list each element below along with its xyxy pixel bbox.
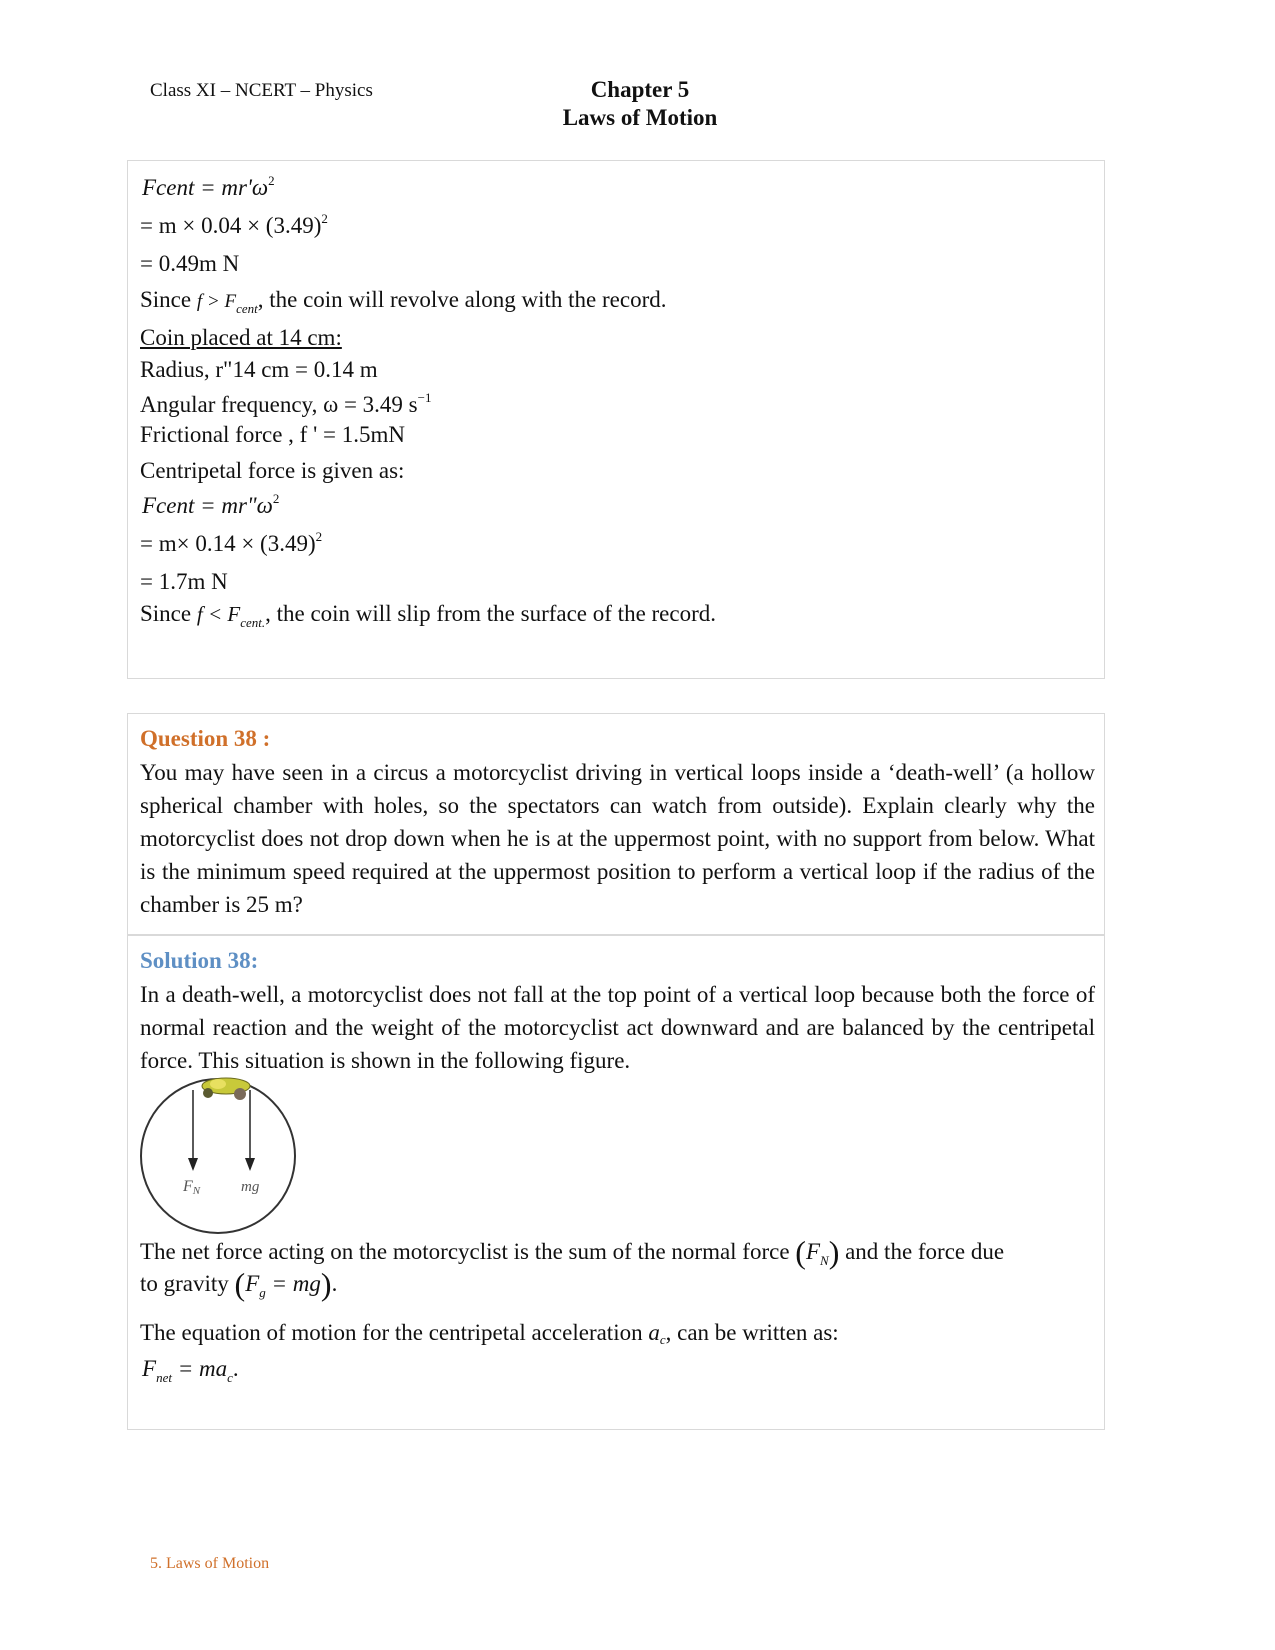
fg-equals: = mg: [271, 1271, 321, 1296]
fn-label: FN: [183, 1178, 201, 1197]
inequality-subscript: cent.: [240, 615, 266, 630]
header-chapter: [500, 76, 780, 132]
eq-exponent: 2: [321, 211, 328, 226]
equation-of-motion-line: [140, 1320, 839, 1348]
chapter-title: Laws of Motion: [562, 105, 718, 130]
solution-intro: In a death-well, a motorcyclist does not fall at the top point of a vertical loop because both the force of normal reaction and the weight of the motorcyclist act downward and are balanced by the centripetal force. This situation is shown in the following figure.: [140, 982, 1095, 1073]
gravity-text: to gravity: [140, 1271, 229, 1296]
death-well-figure: [138, 1076, 308, 1241]
eq-rhs: = mr'ω: [200, 175, 269, 200]
net-force-text: The net force acting on the motorcyclist is the sum of the normal force: [140, 1239, 790, 1264]
solution-box: [127, 935, 1105, 1430]
angfreq-exponent: −1: [417, 390, 432, 405]
page-footer: 5. Laws of Motion: [150, 1555, 270, 1572]
mg-label: mg: [241, 1179, 260, 1195]
equation-fcent-1: [142, 173, 275, 201]
eq-rhs: = mr"ω: [200, 493, 273, 518]
equation-result-2: = 1.7m N: [140, 569, 228, 594]
since-word: Since: [140, 287, 192, 312]
since-statement-1: [140, 287, 667, 317]
inequality: f > F: [196, 291, 237, 312]
death-well-diagram: [138, 1076, 308, 1236]
angular-frequency-line: [140, 390, 431, 418]
radius-line: Radius, r"14 cm = 0.14 m: [140, 357, 378, 382]
fnet-symbol: F: [142, 1356, 157, 1381]
frictional-force-line: Frictional force , f ' = 1.5mN: [140, 422, 405, 447]
inequality-subscript: cent: [236, 301, 258, 316]
eqm-tail: , can be written as:: [665, 1320, 839, 1345]
inequality: f < F: [196, 602, 241, 626]
solution-title: Solution 38:: [140, 948, 259, 973]
since-statement-2: [140, 601, 716, 631]
since-conclusion: , the coin will slip from the surface of the record.: [265, 601, 717, 626]
eq-lhs: Fcent: [142, 493, 195, 518]
fnet-subscript: net: [156, 1370, 172, 1385]
question-text: You may have seen in a circus a motorcyclist driving in vertical loops inside a ‘death-well’ (a hollow spherical chamber with holes, so the spectators can watch from outside). Explain clearly why the motorcyclist does not drop down when he is at the uppermost point, with no support from below. What is the minimum speed required at the uppermost position to perform a vertical loop if the radius of the chamber is 25 m?: [140, 760, 1095, 917]
net-force-tail: and the force due: [845, 1239, 1005, 1264]
question-box: [127, 713, 1105, 935]
fnet-equation: [142, 1356, 239, 1386]
equation-substitution-1: [140, 211, 328, 239]
header-subject: Class XI – NCERT – Physics: [150, 80, 373, 101]
fn-symbol: F: [805, 1239, 821, 1264]
eq-exponent: 2: [315, 529, 323, 544]
eq-lhs: Fcent: [142, 175, 195, 200]
fnet-rhs-subscript: c: [227, 1370, 233, 1385]
equation-fcent-2: [142, 491, 279, 519]
solution-continuation-box: [127, 160, 1105, 679]
since-conclusion: , the coin will revolve along with the record.: [257, 287, 667, 312]
ac-subscript: c: [659, 1332, 666, 1347]
gravity-period: .: [331, 1271, 338, 1296]
ac-symbol: a: [648, 1320, 660, 1345]
eqm-text: The equation of motion for the centripetal acceleration: [140, 1320, 643, 1345]
eq-exponent: 2: [268, 173, 275, 188]
angfreq-text: Angular frequency, ω = 3.49 s: [140, 392, 418, 417]
chapter-number: Chapter 5: [590, 77, 690, 102]
centripetal-intro: Centripetal force is given as:: [140, 458, 405, 483]
coin-14cm-heading: Coin placed at 14 cm:: [140, 325, 342, 350]
fnet-rhs: = ma: [177, 1356, 228, 1381]
gravity-line: to gravity $(F_g = mg)$.: [140, 1266, 338, 1302]
equation-result-1: = 0.49m N: [140, 251, 240, 276]
net-force-line: The net force acting on the motorcyclist is the sum of the normal force $(F_N)$ and the force due: [140, 1234, 1005, 1270]
eq-exponent: 2: [272, 491, 280, 506]
fg-subscript: g: [259, 1285, 266, 1300]
eq-text: = m× 0.14 × (3.49): [140, 531, 316, 556]
since-word: Since: [140, 601, 192, 626]
fn-subscript: N: [820, 1253, 829, 1268]
eq-text: = m × 0.04 × (3.49): [140, 213, 322, 238]
fnet-period: .: [232, 1356, 239, 1381]
fg-symbol: F: [245, 1271, 260, 1296]
chamber-circle: [141, 1079, 295, 1233]
equation-substitution-2: [140, 529, 322, 557]
question-title: Question 38 :: [140, 726, 271, 751]
